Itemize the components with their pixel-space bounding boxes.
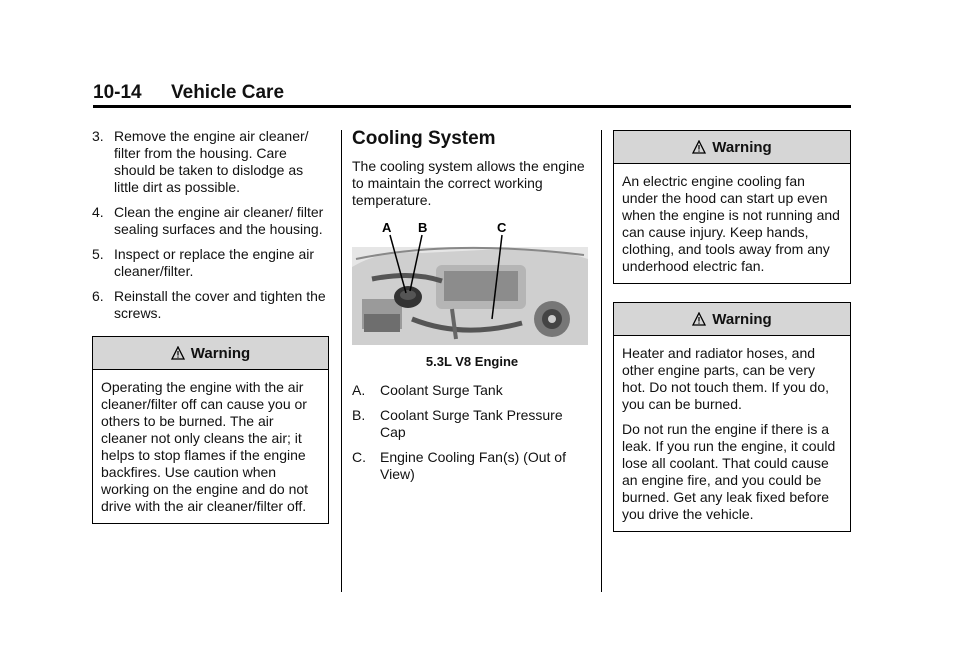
warning-text: Operating the engine with the air cleaner/filter off can cause you or others to be burned. The air cleaner not only cleans the air; it helps to stop flames if the engine backfires. Use caution when working on the engine and do not drive with the air cleaner/filter off. [101, 379, 309, 514]
figure-caption: 5.3L V8 Engine [425, 354, 519, 369]
warning-body [614, 336, 850, 531]
legend-text: Coolant Surge Tank Pressure Cap [380, 407, 563, 440]
legend-item [352, 382, 592, 399]
step-text: Reinstall the cover and tighten the screws. [114, 288, 326, 321]
column-right [613, 128, 851, 532]
page-header [93, 82, 851, 108]
warning-box [613, 302, 851, 532]
warning-triangle-icon [692, 312, 706, 326]
warning-text: Do not run the engine if there is a leak. If you run the engine, it could lose all coolant. That could cause an engine fire, and you could be burned. Get any leak fixed before you drive the vehicle. [622, 421, 836, 522]
step-item [92, 128, 329, 196]
column-divider [601, 130, 602, 592]
warning-header [93, 337, 328, 370]
step-item [92, 288, 329, 322]
legend-item [352, 407, 592, 441]
warning-text: An electric engine cooling fan under the hood can start up even when the engine is not running and can cause injury. Keep hands, clothing, and tools away from any underhood electric fan. [622, 173, 840, 274]
step-item [92, 246, 329, 280]
warning-title: Warning [712, 138, 772, 156]
warning-triangle-icon [171, 346, 185, 360]
legend-key: B. [352, 407, 366, 423]
warning-text: Heater and radiator hoses, and other engine parts, can be very hot. Do not touch them. If you do, you can be burned. [622, 345, 830, 412]
step-number: 3. [92, 128, 104, 144]
legend-key: C. [352, 449, 366, 465]
warning-header [614, 131, 850, 164]
column-divider [341, 130, 342, 592]
warning-title: Warning [712, 310, 772, 328]
callout-label-a: A [382, 220, 392, 235]
step-text: Clean the engine air cleaner/ filter sealing surfaces and the housing. [114, 204, 324, 237]
section-title: Vehicle Care [171, 82, 285, 103]
header-rule [93, 105, 851, 108]
step-number: 4. [92, 204, 104, 220]
step-item [92, 204, 329, 238]
warning-box [92, 336, 329, 524]
step-text: Remove the engine air cleaner/ filter from the housing. Care should be taken to dislodge as little dirt as possible. [114, 128, 309, 195]
warning-triangle-icon [692, 140, 706, 154]
step-number: 6. [92, 288, 104, 304]
intro-paragraph: The cooling system allows the engine to maintain the correct working temperature. [352, 158, 585, 208]
step-number: 5. [92, 246, 104, 262]
warning-body [93, 370, 328, 523]
callout-label-b: B [418, 220, 428, 235]
column-left [92, 128, 329, 524]
figure-legend [352, 382, 592, 483]
engine-illustration [352, 219, 588, 345]
warning-header [614, 303, 850, 336]
page-number: 10-14 [93, 82, 142, 103]
warning-body [614, 164, 850, 283]
procedure-steps [92, 128, 329, 322]
legend-text: Coolant Surge Tank [380, 382, 503, 398]
legend-item [352, 449, 592, 483]
callout-label-c: C [497, 220, 507, 235]
legend-key: A. [352, 382, 366, 398]
cooling-system-heading: Cooling System [352, 128, 496, 149]
warning-box [613, 130, 851, 284]
legend-text: Engine Cooling Fan(s) (Out of View) [380, 449, 566, 482]
engine-figure [352, 219, 588, 345]
step-text: Inspect or replace the engine air cleaner/filter. [114, 246, 315, 279]
column-middle [352, 128, 592, 491]
warning-title: Warning [190, 344, 251, 362]
